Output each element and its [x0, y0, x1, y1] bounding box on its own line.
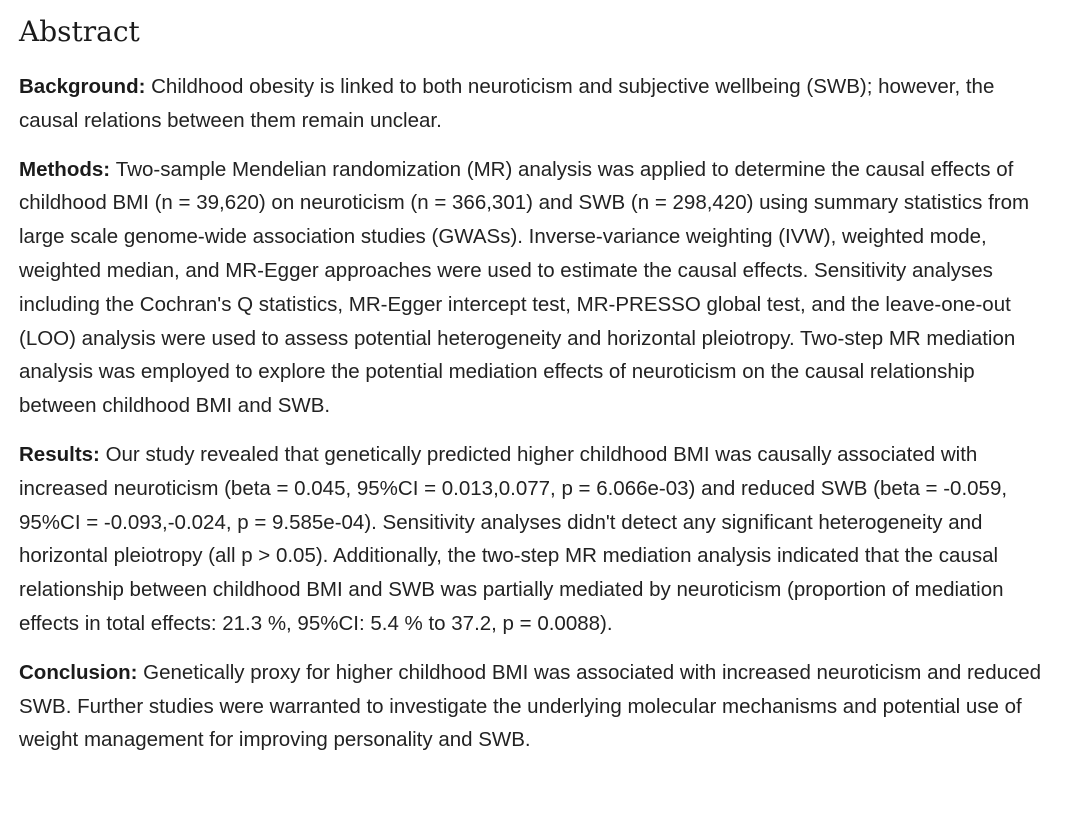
conclusion-text: Genetically proxy for higher childhood BMI was associated with increased neuroticism and reduced SWB. Further studies were warranted to investigate the underlying molecular mechanisms and potential use of weight management for improving personality and SWB.	[19, 660, 1042, 752]
results-section	[19, 438, 1050, 641]
background-section	[19, 70, 1050, 138]
abstract-heading: Abstract	[19, 15, 140, 48]
conclusion-section	[19, 656, 1050, 757]
conclusion-label: Conclusion:	[19, 660, 144, 684]
methods-section	[19, 153, 1050, 423]
methods-text: Two-sample Mendelian randomization (MR) analysis was applied to determine the causal effects of childhood BMI (n = 39,620) on neuroticism (n = 366,301) and SWB (n = 298,420) using summary statistics from large scale genome-wide association studies (GWASs). Inverse-variance weighting (IVW), weighted mode, weighted median, and MR-Egger approaches were used to estimate the causal effects. Sensitivity analyses including the Cochran's Q statistics, MR-Egger intercept test, MR-PRESSO global test, and the leave-one-out (LOO) analysis were used to assess potential heterogeneity and horizontal pleiotropy. Two-step MR mediation analysis was employed to explore the potential mediation effects of neuroticism on the causal relationship between childhood BMI and SWB.	[19, 157, 1030, 418]
results-text: Our study revealed that genetically predicted higher childhood BMI was causally associated with increased neuroticism (beta = 0.045, 95%CI = 0.013,0.077, p = 6.066e-03) and reduced SWB (beta = -0.059, 95%CI = -0.093,-0.024, p = 9.585e-04). Sensitivity analyses didn't detect any significant heterogeneity and horizontal pleiotropy (all p > 0.05). Additionally, the two-step MR mediation analysis indicated that the causal relationship between childhood BMI and SWB was partially mediated by neuroticism (proportion of mediation effects in total effects: 21.3 %, 95%CI: 5.4 % to 37.2, p = 0.0088).	[19, 442, 1008, 635]
results-label: Results:	[19, 442, 106, 466]
background-text: Childhood obesity is linked to both neuroticism and subjective wellbeing (SWB); however, the causal relations between them remain unclear.	[19, 75, 995, 132]
background-label: Background:	[19, 75, 152, 98]
methods-label: Methods:	[19, 157, 116, 181]
